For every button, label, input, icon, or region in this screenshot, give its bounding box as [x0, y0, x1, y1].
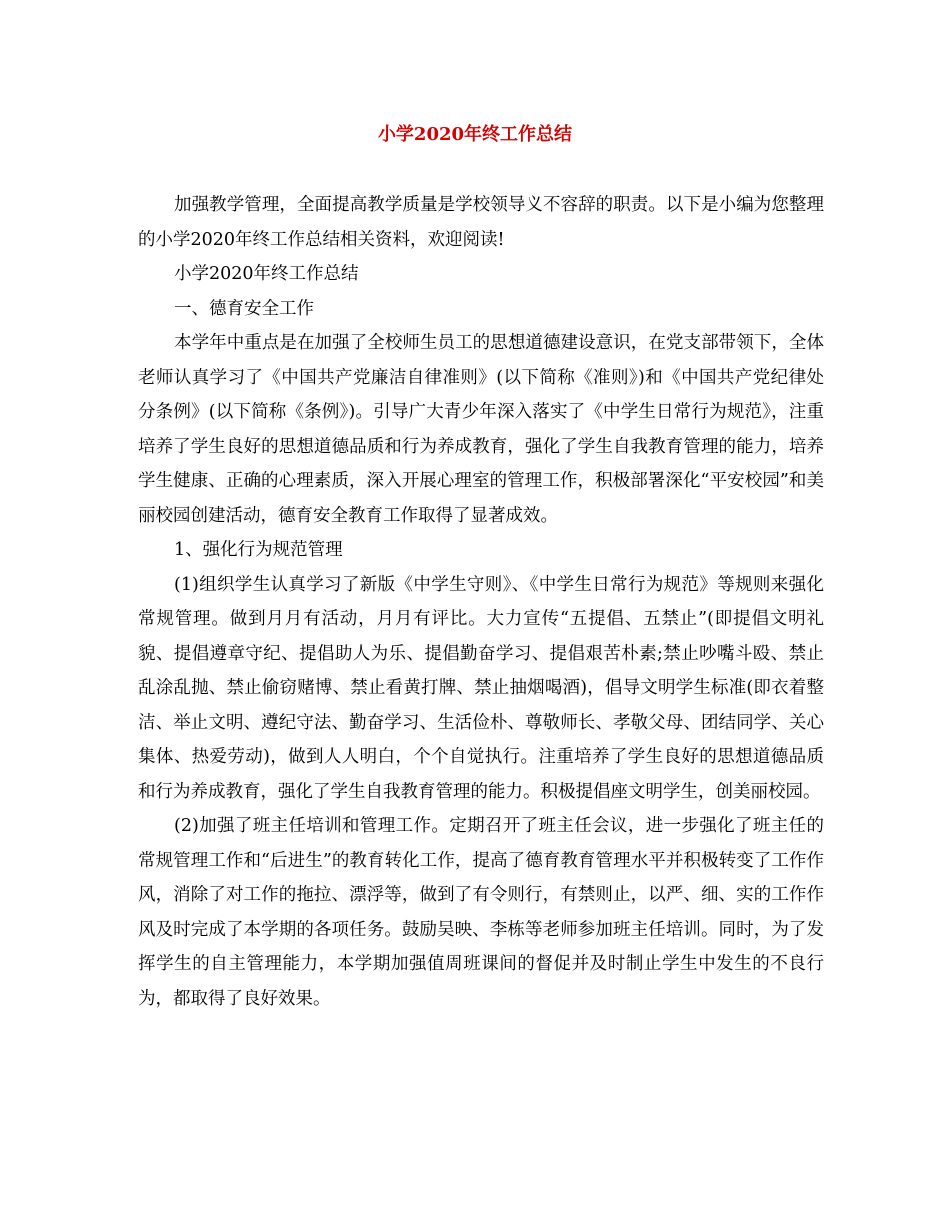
document-title: 小学2020年终工作总结	[377, 124, 573, 145]
subtitle-paragraph: 小学2020年终工作总结	[174, 264, 359, 284]
section-heading-moral-safety: 一、德育安全工作	[174, 298, 314, 319]
body-paragraph-item-1: (1)组织学生认真学习了新版《中学生守则》、《中学生日常行为规范》等规则来强化常规管理。做到月月有活动，月月有评比。大力宣传“五提倡、五禁止”(即提倡文明礼貌、提倡遵章守纪、提倡助人为乐、提倡勤奋学习、提倡艰苦朴素;禁止吵嘴斗殴、禁止乱涂乱抛、禁止偷窃赌博、禁止看黄打牌、禁止抽烟喝酒)，倡导文明学生标准(即衣着整洁、举止文明、遵纪守法、勤奋学习、生活俭朴、尊敬师长、孝敬父母、团结同学、关心集体、热爱劳动)，做到人人明白，个个自觉执行。注重培养了学生良好的思想道德品质和行为养成教育，强化了学生自我教育管理的能力。积极提倡座文明学生，创美丽校园。	[138, 574, 824, 802]
subsection-heading-behavior-norms: 1、强化行为规范管理	[174, 540, 343, 560]
intro-paragraph: 加强教学管理，全面提高教学质量是学校领导义不容辞的职责。以下是小编为您整理的小学2020年终工作总结相关资料，欢迎阅读!	[138, 195, 824, 250]
document-body	[138, 188, 824, 1016]
body-paragraph-moral-safety: 本学年中重点是在加强了全校师生员工的思想道德建设意识，在党支部带领下，全体老师认真学习了《中国共产党廉洁自律准则》(以下简称《准则》)和《中国共产党纪律处分条例》(以下简称《条例》)。引导广大青少年深入落实了《中学生日常行为规范》，注重培养了学生良好的思想道德品质和行为养成教育，强化了学生自我教育管理的能力，培养学生健康、正确的心理素质，深入开展心理室的管理工作，积极部署深化“平安校园”和美丽校园创建活动，德育安全教育工作取得了显著成效。	[138, 333, 824, 526]
body-paragraph-item-2: (2)加强了班主任培训和管理工作。定期召开了班主任会议，进一步强化了班主任的常规管理工作和“后进生”的教育转化工作，提高了德育教育管理水平并积极转变了工作作风，消除了对工作的拖拉、漂浮等，做到了有令则行，有禁则止，以严、细、实的工作作风及时完成了本学期的各项任务。鼓励吴映、李栋等老师参加班主任培训。同时，为了发挥学生的自主管理能力，本学期加强值周班课间的督促并及时制止学生中发生的不良行为，都取得了良好效果。	[138, 816, 824, 1009]
